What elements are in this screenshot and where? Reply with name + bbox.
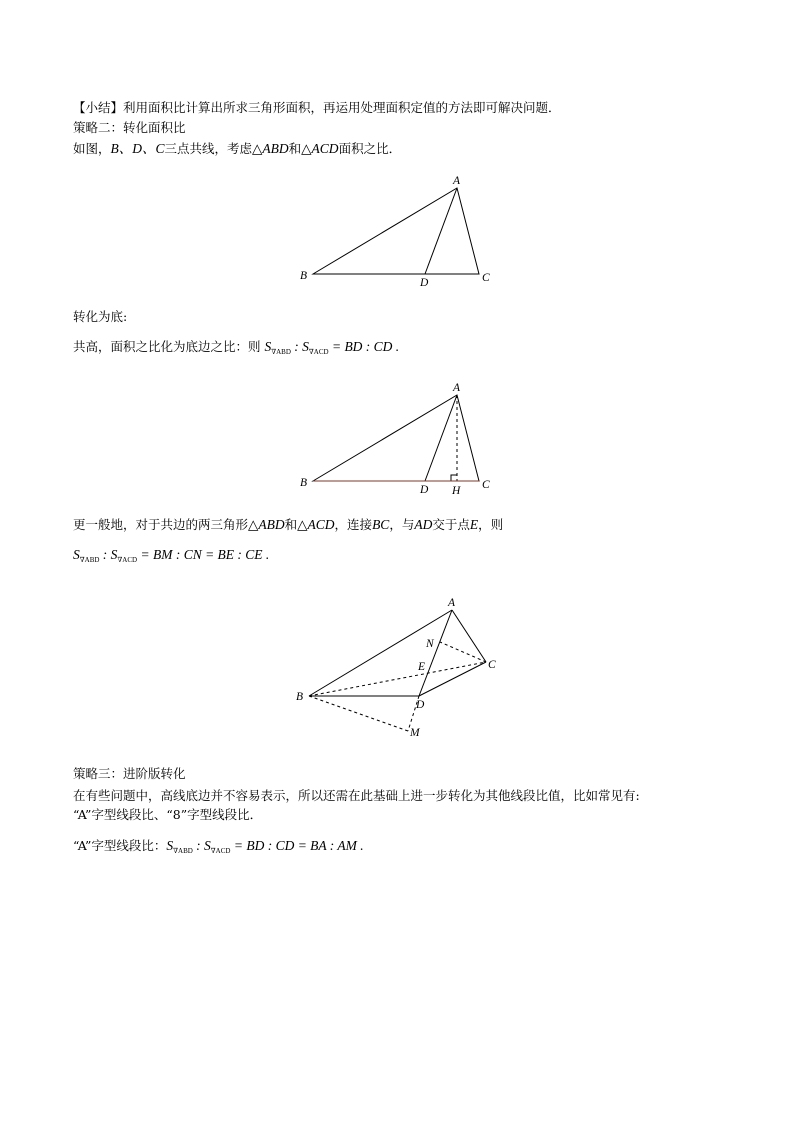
triangle-abd: △ABD [248,517,285,532]
intro-text-c: 面积之比． [338,141,402,156]
label-d: D [420,277,429,289]
area-symbol: S [166,838,174,853]
area-sub-abd: ∇ABD [79,556,100,564]
general-text-d: 交于点 [432,517,470,532]
intro-text-a: 如图， [73,141,111,156]
area-colon: : [99,547,111,562]
label-m: M [410,727,420,739]
area-colon: : [290,339,303,354]
segment-be-dashed [309,662,486,696]
point-e: E [469,517,479,532]
formula-rhs: = BD : CD . [328,339,400,354]
strategy3-line1: 在有些问题中，高线底边并不容易表示，所以还需在此基础上进一步转化为其他线段比值，比如常见有: [73,788,640,803]
general-formula-rhs: = BM : CN = BE : CE . [137,547,270,562]
a-type-prefix: “A”字型线段比： [73,838,167,853]
area-colon: : [192,838,205,853]
general-text-e: ，则 [478,517,504,532]
general-and: 和 [284,517,298,532]
strategy2-title: 策略二：转化面积比 [73,120,186,135]
label-e: E [418,661,426,673]
triangle-outline [313,188,479,274]
area-sub-abd: ∇ABD [173,847,193,855]
intro-and: 和 [288,141,302,156]
summary-text: 【小结】利用面积比计算出所求三角形面积，再运用处理面积定值的方法即可解决问题． [73,100,561,115]
area-symbol: S [110,547,118,562]
segment-bm-dashed [309,696,408,731]
label-a: A [448,597,456,609]
figure-triangle-abc [313,188,479,274]
intro-points: B、D、C [110,141,165,156]
area-symbol: S [73,547,80,562]
label-n: N [426,638,434,650]
area-symbol: S [264,339,272,354]
area-sub-acd: ∇ACD [308,348,329,356]
a-type-rhs: = BD : CD = BA : AM . [230,838,364,853]
formula-prefix: 共高，面积之比化为底边之比：则 [73,339,265,354]
label-c: C [488,659,496,671]
convert-to-base-label: 转化为底: [73,309,128,324]
label-b: B [300,270,308,282]
label-a: A [453,382,461,394]
figure-triangle-height [313,395,479,481]
segment-bc: BC [372,517,390,532]
segment-ad-line [425,395,457,481]
area-sub-abd: ∇ABD [271,348,291,356]
segment-ad: AD [414,517,433,532]
label-c: C [482,272,490,284]
general-text-c: ，与 [389,517,415,532]
general-text-a: 更一般地，对于共边的两三角形 [73,517,249,532]
segment-ad [419,610,452,696]
label-b: B [296,691,304,703]
segment-ad-line [425,188,457,274]
segment-ba [309,610,452,696]
right-angle-mark [451,475,457,481]
triangle-acd: △ACD [297,517,335,532]
label-d: D [420,484,429,496]
strategy3-line2: “A”字型线段比、“8”字型线段比． [73,807,263,822]
triangle-abd: △ABD [252,141,289,156]
triangle-acd: △ACD [301,141,339,156]
area-sub-acd: ∇ACD [210,847,231,855]
label-a: A [453,175,461,187]
general-text-b: ，连接 [334,517,373,532]
triangle-outline [313,395,479,481]
label-c: C [482,479,490,491]
area-symbol: S [204,838,211,853]
intro-text-b: 三点共线，考虑 [164,141,253,156]
segment-cd [419,662,486,696]
area-symbol: S [302,339,309,354]
label-h: H [452,485,461,497]
label-b: B [300,477,308,489]
strategy3-title: 策略三：进阶版转化 [73,766,186,781]
area-sub-acd: ∇ACD [117,556,138,564]
label-d: D [416,699,425,711]
figure-quadrilateral [309,610,486,731]
